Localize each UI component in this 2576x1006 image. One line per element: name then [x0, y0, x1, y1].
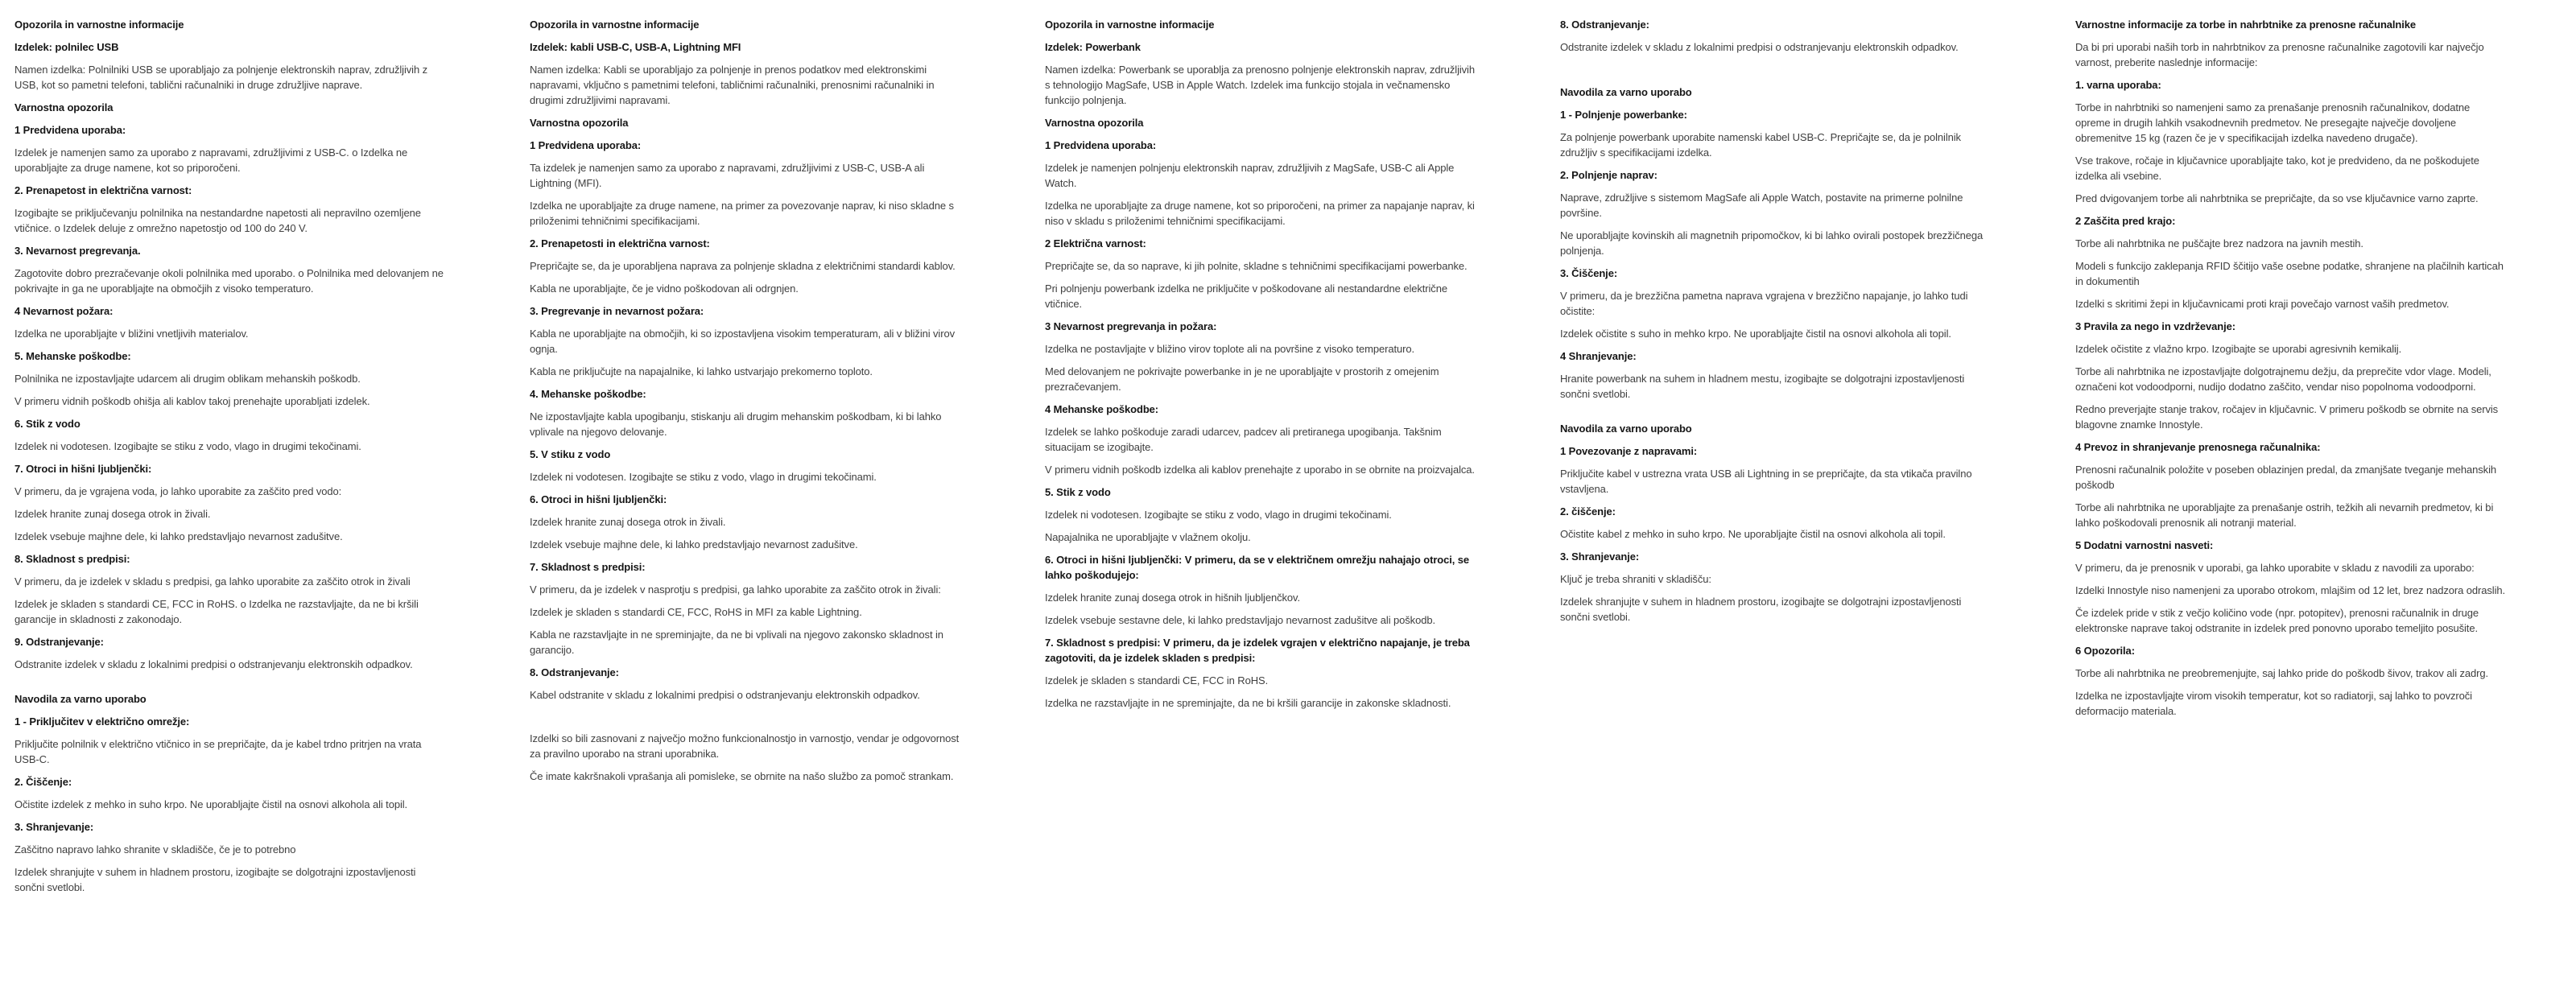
section-heading: 1 Povezovanje z napravami: — [1560, 445, 1698, 457]
paragraph: Izdelek je skladen s standardi CE, FCC in RoHS. — [1045, 674, 1269, 686]
column-powerbank-usage-and-cable-usage — [1560, 17, 1991, 632]
section-heading: 6 Opozorila: — [2075, 645, 2135, 657]
spacer — [1560, 62, 1991, 85]
paragraph: Če imate kakršnakoli vprašanja ali pomisleke, se obrnite na našo službo za pomoč strankam. — [530, 770, 954, 782]
paragraph: Za polnjenje powerbank uporabite namenski kabel USB-C. Prepričajte se, da je polnilnik združljiv s specifikacijami izdelka. — [1560, 131, 1961, 159]
section-heading: 8. Odstranjevanje: — [530, 666, 619, 678]
section-heading: 7. Skladnost s predpisi: — [530, 561, 646, 573]
column-powerbank-warnings — [1045, 17, 1476, 718]
paragraph: Namen izdelka: Powerbank se uporablja za prenosno polnjenje elektronskih naprav, združljivih s tehnologijo MagSafe, USB in Apple Watch. Izdelek ima funkcijo stojala in večnamensko funkcijo polnjenja. — [1045, 64, 1475, 106]
section-heading: 5 Dodatni varnostni nasveti: — [2075, 539, 2214, 551]
paragraph: V primeru, da je izdelek v skladu s predpisi, ga lahko uporabite za zaščito otrok in živali — [14, 575, 411, 588]
paragraph: V primeru, da je izdelek v nasprotju s predpisi, ga lahko uporabite za zaščito otrok in živali: — [530, 583, 941, 596]
paragraph: Izdelek vsebuje majhne dele, ki lahko predstavljajo nevarnost zadušitve. — [14, 530, 343, 542]
paragraph: Izdelek hranite zunaj dosega otrok in hišnih ljubljenčkov. — [1045, 592, 1300, 604]
paragraph: Izdelek je skladen s standardi CE, FCC in RoHS. o Izdelka ne razstavljajte, da ne bi kršili garancije in skladnosti z zakonodajo. — [14, 598, 419, 625]
section-heading: Navodila za varno uporabo — [1560, 86, 1692, 98]
paragraph: Izdelek ni vodotesen. Izogibajte se stiku z vodo, vlago in drugimi tekočinami. — [1045, 509, 1392, 521]
paragraph: Izdelka ne razstavljajte in ne spreminjajte, da ne bi kršili garancije in zakonske skladnosti. — [1045, 697, 1451, 709]
paragraph: Izdelek očistite s suho in mehko krpo. Ne uporabljajte čistil na osnovi alkohola ali topil. — [1560, 328, 1951, 340]
section-heading: 1 - Priključitev v električno omrežje: — [14, 715, 190, 728]
paragraph: Da bi pri uporabi naših torb in nahrbtnikov za prenosne računalnike zagotovili kar največjo varnost, preberite naslednje informacije: — [2075, 41, 2484, 68]
paragraph: Izdelka ne uporabljajte v bližini vnetljivih materialov. — [14, 328, 249, 340]
section-heading: 6. Otroci in hišni ljubljenčki: V primeru, da se v električnem omrežju nahajajo otroci, se lahko poškodujejo: — [1045, 554, 1470, 581]
paragraph: Izdelek ni vodotesen. Izogibajte se stiku z vodo, vlago in drugimi tekočinami. — [530, 471, 877, 483]
paragraph: Ta izdelek je namenjen samo za uporabo z napravami, združljivimi z USB-C, USB-A ali Lightning (MFI). — [530, 162, 925, 189]
paragraph: Torbe ali nahrbtnika ne puščajte brez nadzora na javnih mestih. — [2075, 237, 2363, 249]
paragraph: V primeru, da je prenosnik v uporabi, ga lahko uporabite v skladu z navodili za uporabo: — [2075, 562, 2475, 574]
section-heading: Navodila za varno uporabo — [14, 693, 147, 705]
section-heading: 4 Prevoz in shranjevanje prenosnega računalnika: — [2075, 441, 2321, 453]
section-heading: 2. Prenapetosti in električna varnost: — [530, 237, 710, 249]
paragraph: Redno preverjajte stanje trakov, ročajev in ključavnic. V primeru poškodb se obrnite na servis blagovne znamke Innostyle. — [2075, 403, 2499, 431]
section-heading: 1 Predvidena uporaba: — [530, 139, 642, 151]
section-heading: Opozorila in varnostne informacije — [530, 19, 700, 31]
paragraph: Torbe in nahrbtniki so namenjeni samo za prenašanje prenosnih računalnikov, dodatne opreme in drugih lahkih vsakodnevnih predmetov. Ne presegajte največje dovoljene obremenitve 15 kg (razen če je v specifikacijah izdelka navedeno drugače). — [2075, 101, 2471, 144]
section-heading: Izdelek: Powerbank — [1045, 41, 1141, 53]
section-heading: 7. Otroci in hišni ljubljenčki: — [14, 463, 152, 475]
section-heading: 2. čiščenje: — [1560, 505, 1616, 517]
column-cable-warnings — [530, 17, 960, 791]
paragraph: Pri polnjenju powerbank izdelka ne priključite v poškodovane ali nestandardne električne vtičnice. — [1045, 282, 1447, 310]
spacer — [530, 710, 960, 731]
section-heading: 1. varna uporaba: — [2075, 79, 2161, 91]
paragraph: Izdelek je namenjen polnjenju elektronskih naprav, združljivih z MagSafe, USB-C ali Apple Watch. — [1045, 162, 1455, 189]
paragraph: Zagotovite dobro prezračevanje okoli polnilnika med uporabo. o Polnilnika med delovanjem ne pokrivajte in ga ne uporabljajte na območjih z visoko temperaturo. — [14, 267, 444, 295]
paragraph: Prepričajte se, da so naprave, ki jih polnite, skladne s tehničnimi specifikacijami powerbanke. — [1045, 260, 1468, 272]
paragraph: Izdelka ne uporabljajte za druge namene, na primer za povezovanje naprav, ki niso skladne s priloženimi tehničnimi specifikacijami. — [530, 200, 954, 227]
paragraph: Izdelek je skladen s standardi CE, FCC, RoHS in MFI za kable Lightning. — [530, 606, 862, 618]
paragraph: Izdelki s skritimi žepi in ključavnicami proti kraji povečajo varnost vaših predmetov. — [2075, 298, 2450, 310]
paragraph: Izdelek očistite z vlažno krpo. Izogibajte se uporabi agresivnih kemikalij. — [2075, 343, 2402, 355]
paragraph: Če izdelek pride v stik z večjo količino vode (npr. potopitev), prenosni računalnik in druge elektronske naprave takoj odstranite in izdelek pred ponovno uporabo temeljito posušite. — [2075, 607, 2479, 634]
paragraph: Prenosni računalnik položite v poseben oblazinjen predal, da zmanjšate tveganje mehanskih poškodb — [2075, 464, 2496, 491]
paragraph: V primeru vidnih poškodb izdelka ali kablov prenehajte z uporabo in se obrnite na proizvajalca. — [1045, 464, 1475, 476]
paragraph: Hranite powerbank na suhem in hladnem mestu, izogibajte se dolgotrajni izpostavljenosti sončni svetlobi. — [1560, 373, 1965, 400]
section-heading: 5. Stik z vodo — [1045, 486, 1111, 498]
paragraph: Pred dvigovanjem torbe ali nahrbtnika se prepričajte, da so vse ključavnice varno zaprte. — [2075, 192, 2479, 204]
paragraph: Odstranite izdelek v skladu z lokalnimi predpisi o odstranjevanju elektronskih odpadkov. — [14, 658, 413, 670]
column-usb-charger-warnings — [14, 17, 445, 902]
paragraph: Namen izdelka: Polnilniki USB se uporabljajo za polnjenje elektronskih naprav, združljivih z USB, kot so pametni telefoni, tablični računalniki in druge združljive naprave. — [14, 64, 427, 91]
paragraph: Polnilnika ne izpostavljajte udarcem ali drugim oblikam mehanskih poškodb. — [14, 373, 361, 385]
section-heading: 4 Shranjevanje: — [1560, 350, 1637, 362]
paragraph: V primeru, da je vgrajena voda, jo lahko uporabite za zaščito pred vodo: — [14, 485, 342, 497]
section-heading: Izdelek: kabli USB-C, USB-A, Lightning MFI — [530, 41, 741, 53]
paragraph: Odstranite izdelek v skladu z lokalnimi predpisi o odstranjevanju elektronskih odpadkov. — [1560, 41, 1959, 53]
section-heading: 1 - Polnjenje powerbanke: — [1560, 109, 1687, 121]
paragraph: Torbe ali nahrbtnika ne preobremenjujte, saj lahko pride do poškodb šivov, trakov ali zadrg. — [2075, 667, 2489, 679]
paragraph: Izdelek shranjujte v suhem in hladnem prostoru, izogibajte se dolgotrajni izpostavljenosti sončni svetlobi. — [14, 866, 416, 893]
section-heading: 3 Pravila za nego in vzdrževanje: — [2075, 320, 2236, 332]
paragraph: Očistite kabel z mehko in suho krpo. Ne uporabljajte čistil na osnovi alkohola ali topil. — [1560, 528, 1946, 540]
spacer — [14, 679, 445, 691]
section-heading: 6. Otroci in hišni ljubljenčki: — [530, 493, 667, 505]
paragraph: Ne uporabljajte kovinskih ali magnetnih pripomočkov, ki bi lahko ovirali postopek brezžičnega polnjenja. — [1560, 229, 1984, 257]
paragraph: Izdelek ni vodotesen. Izogibajte se stiku z vodo, vlago in drugimi tekočinami. — [14, 440, 361, 452]
section-heading: Varnostna opozorila — [530, 117, 629, 129]
paragraph: Izogibajte se priključevanju polnilnika na nestandardne napetosti ali nepravilno ozemljene vtičnice. o Izdelek deluje z omrežno napetostjo od 100 do 240 V. — [14, 207, 421, 234]
paragraph: V primeru vidnih poškodb ohišja ali kablov takoj prenehajte uporabljati izdelek. — [14, 395, 370, 407]
paragraph: Kabla ne uporabljajte na območjih, ki so izpostavljena visokim temperaturam, ali v bližini virov ognja. — [530, 328, 955, 355]
paragraph: Torbe ali nahrbtnika ne izpostavljajte dolgotrajnemu dežju, da preprečite vdor vlage. Modeli, označeni kot vodoodporni, nudijo dodatno zaščito, vendar niso popolnoma vodoodporni. — [2075, 365, 2491, 393]
paragraph: V primeru, da je brezžična pametna naprava vgrajena v brezžično napajanje, jo lahko tudi očistite: — [1560, 290, 1968, 317]
paragraph: Izdelek vsebuje sestavne dele, ki lahko predstavljajo nevarnost zadušitve ali poškodb. — [1045, 614, 1435, 626]
section-heading: 2. Prenapetost in električna varnost: — [14, 184, 192, 196]
section-heading: Varnostna opozorila — [1045, 117, 1144, 129]
section-heading: 4 Nevarnost požara: — [14, 305, 114, 317]
paragraph: Kabla ne priključujte na napajalnike, ki lahko ustvarjajo prekomerno toploto. — [530, 365, 873, 377]
section-heading: 9. Odstranjevanje: — [14, 636, 104, 648]
paragraph: Priključite kabel v ustrezna vrata USB ali Lightning in se prepričajte, da sta vtikača pravilno vstavljena. — [1560, 468, 1972, 495]
section-heading: Varnostna opozorila — [14, 101, 114, 113]
section-heading: Opozorila in varnostne informacije — [1045, 19, 1215, 31]
section-heading: 2 Električna varnost: — [1045, 237, 1146, 249]
section-heading: 3. Čiščenje: — [1560, 267, 1618, 279]
section-heading: 7. Skladnost s predpisi: V primeru, da je izdelek vgrajen v električno napajanje, je treba zagotoviti, da je izdelek skladen s predpisi: — [1045, 637, 1470, 664]
paragraph: Naprave, združljive s sistemom MagSafe ali Apple Watch, postavite na primerne polnilne površine. — [1560, 192, 1963, 219]
paragraph: Izdelek vsebuje majhne dele, ki lahko predstavljajo nevarnost zadušitve. — [530, 538, 858, 550]
section-heading: 3. Pregrevanje in nevarnost požara: — [530, 305, 704, 317]
paragraph: Napajalnika ne uporabljajte v vlažnem okolju. — [1045, 531, 1251, 543]
section-heading: 8. Odstranjevanje: — [1560, 19, 1649, 31]
section-heading: Navodila za varno uporabo — [1560, 423, 1692, 435]
section-heading: 3. Shranjevanje: — [14, 821, 94, 833]
section-heading: 1 Predvidena uporaba: — [14, 124, 126, 136]
paragraph: Izdelki Innostyle niso namenjeni za uporabo otrokom, mlajšim od 12 let, brez nadzora odraslih. — [2075, 584, 2505, 596]
paragraph: Izdelek shranjujte v suhem in hladnem prostoru, izogibajte se dolgotrajni izpostavljenosti sončni svetlobi. — [1560, 596, 1962, 623]
paragraph: Namen izdelka: Kabli se uporabljajo za polnjenje in prenos podatkov med elektronskimi napravami, vključno s pametnimi telefoni, tabličnimi računalniki, prenosnimi računalniki in drugimi združljivimi napravami. — [530, 64, 935, 106]
paragraph: Izdelka ne izpostavljajte virom visokih temperatur, kot so radiatorji, saj lahko to povzroči deformacijo materiala. — [2075, 690, 2472, 717]
section-heading: 5. V stiku z vodo — [530, 448, 611, 460]
paragraph: Med delovanjem ne pokrivajte powerbanke in je ne uporabljajte v prostorih z omejenim prezračevanjem. — [1045, 365, 1439, 393]
paragraph: Izdelek hranite zunaj dosega otrok in živali. — [530, 516, 726, 528]
paragraph: Prepričajte se, da je uporabljena naprava za polnjenje skladna z električnimi standardi kablov. — [530, 260, 956, 272]
paragraph: Izdelka ne postavljajte v bližino virov toplote ali na površine z visoko temperaturo. — [1045, 343, 1415, 355]
section-heading: 3 Nevarnost pregrevanja in požara: — [1045, 320, 1217, 332]
spacer — [1560, 409, 1991, 421]
paragraph: Izdelek se lahko poškoduje zaradi udarcev, padcev ali pretiranega upogibanja. Takšnim situacijam se izogibajte. — [1045, 426, 1442, 453]
paragraph: Priključite polnilnik v električno vtičnico in se prepričajte, da je kabel trdno pritrjen na vrata USB-C. — [14, 738, 422, 765]
paragraph: Kabla ne uporabljajte, če je vidno poškodovan ali odrgnjen. — [530, 282, 799, 295]
paragraph: Kabel odstranite v skladu z lokalnimi predpisi o odstranjevanju elektronskih odpadkov. — [530, 689, 920, 701]
section-heading: 4 Mehanske poškodbe: — [1045, 403, 1159, 415]
paragraph: Zaščitno napravo lahko shranite v skladišče, če je to potrebno — [14, 843, 296, 856]
section-heading: 4. Mehanske poškodbe: — [530, 388, 646, 400]
paragraph: Ključ je treba shraniti v skladišču: — [1560, 573, 1711, 585]
section-heading: 3. Nevarnost pregrevanja. — [14, 245, 141, 257]
column-laptop-bag-warnings — [2075, 17, 2506, 726]
paragraph: Izdelek je namenjen samo za uporabo z napravami, združljivimi z USB-C. o Izdelka ne uporabljajte za druge namene, kot so priporočeni. — [14, 146, 408, 174]
paragraph: Kabla ne razstavljajte in ne spreminjajte, da ne bi vplivali na njegovo zakonsko skladnost in garancijo. — [530, 629, 943, 656]
section-heading: Varnostne informacije za torbe in nahrbtnike za prenosne računalnike — [2075, 19, 2417, 31]
paragraph: Ne izpostavljajte kabla upogibanju, stiskanju ali drugim mehanskim poškodbam, ki bi lahko vplivale na njegovo delovanje. — [530, 410, 942, 438]
section-heading: 6. Stik z vodo — [14, 418, 80, 430]
section-heading: 2 Zaščita pred krajo: — [2075, 215, 2176, 227]
section-heading: 1 Predvidena uporaba: — [1045, 139, 1157, 151]
section-heading: 3. Shranjevanje: — [1560, 550, 1640, 563]
section-heading: 2. Polnjenje naprav: — [1560, 169, 1657, 181]
paragraph: Izdelek hranite zunaj dosega otrok in živali. — [14, 508, 211, 520]
paragraph: Modeli s funkcijo zaklepanja RFID ščitijo vaše osebne podatke, shranjene na plačilnih karticah in dokumentih — [2075, 260, 2504, 287]
paragraph: Izdelka ne uporabljajte za druge namene, kot so priporočeni, na primer za napajanje naprav, ki niso v skladu s priloženimi tehničnimi specifikacijami. — [1045, 200, 1475, 227]
section-heading: 8. Skladnost s predpisi: — [14, 553, 130, 565]
paragraph: Izdelki so bili zasnovani z največjo možno funkcionalnostjo in varnostjo, vendar je odgovornost za pravilno uporabo na strani uporabnika. — [530, 732, 960, 760]
section-heading: Opozorila in varnostne informacije — [14, 19, 184, 31]
section-heading: Izdelek: polnilec USB — [14, 41, 119, 53]
paragraph: Torbe ali nahrbtnika ne uporabljajte za prenašanje ostrih, težkih ali nevarnih predmetov, ki bi lahko poškodovali prenosnik ali notranji material. — [2075, 501, 2494, 529]
paragraph: Vse trakove, ročaje in ključavnice uporabljajte tako, kot je predvideno, da ne poškodujete izdelka ali vsebine. — [2075, 155, 2479, 182]
section-heading: 2. Čiščenje: — [14, 776, 72, 788]
section-heading: 5. Mehanske poškodbe: — [14, 350, 131, 362]
paragraph: Očistite izdelek z mehko in suho krpo. Ne uporabljajte čistil na osnovi alkohola ali topil. — [14, 798, 408, 810]
